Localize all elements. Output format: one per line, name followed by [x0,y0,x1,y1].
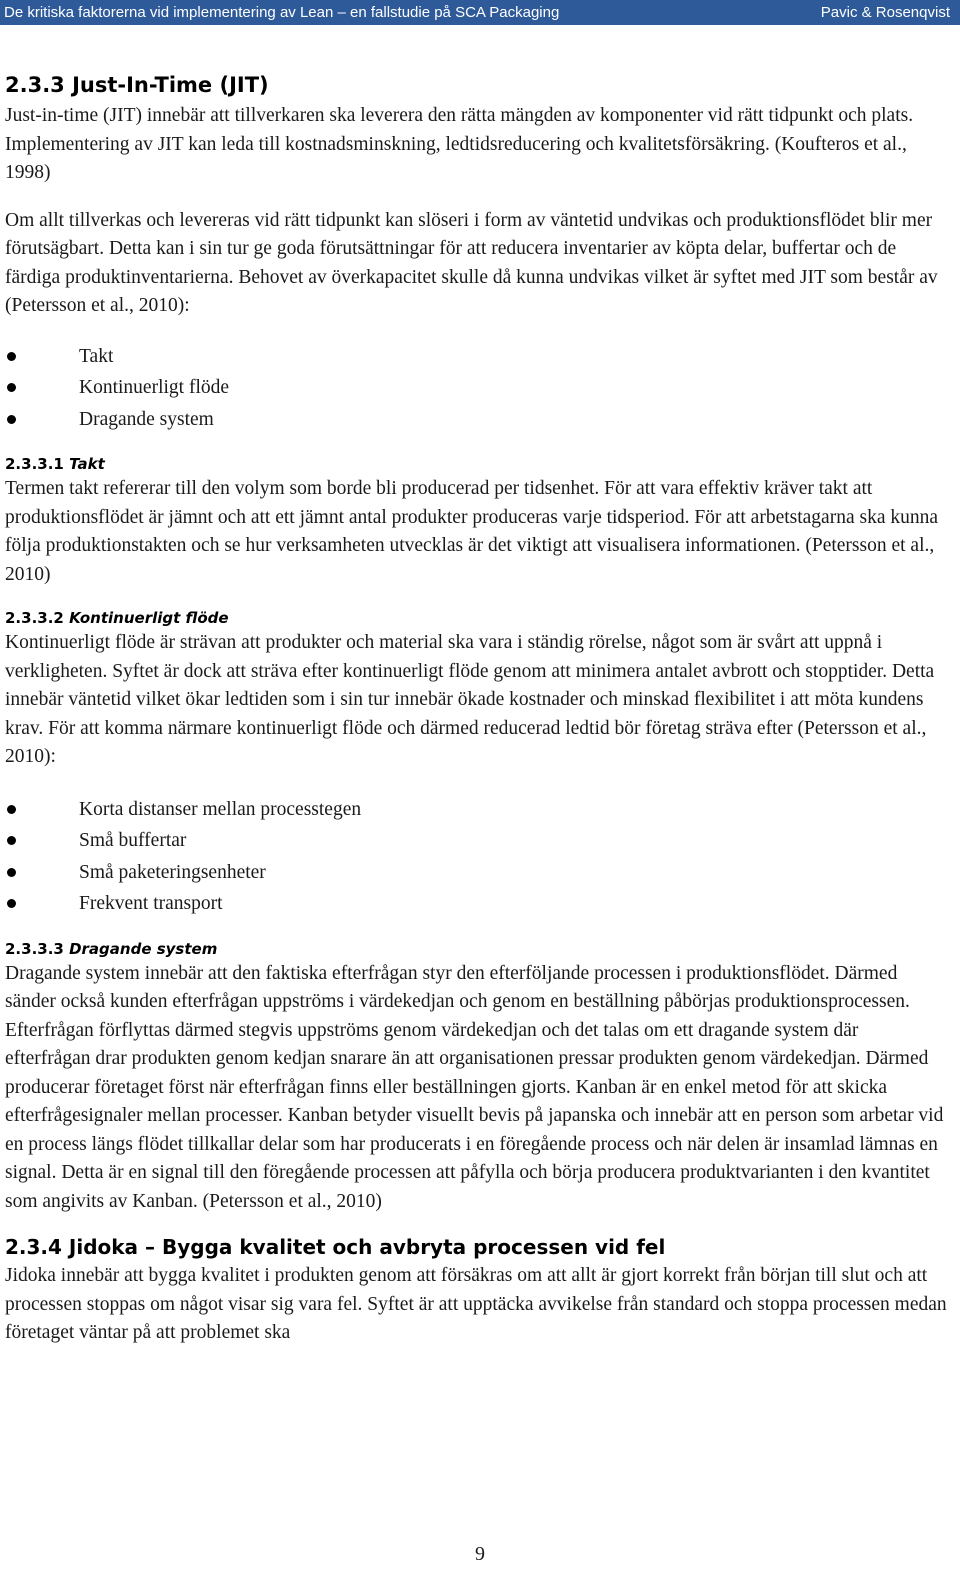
list-item-label: Frekvent transport [79,893,223,914]
paragraph-takt: Termen takt refererar till den volym som borde bli producerad per tidsenhet. För att vara effektiv kräver takt att produktionsflödet är jämnt och att ett jämnt antal produkter produceras varje tidsperiod. För att arbetstagarna ska kunna följa produktionstakten och se hur verksamheten utvecklas är det viktigt att visualisera informationen. (Petersson et al., 2010) [5,478,939,585]
list-item [5,372,947,404]
bullet-icon [7,868,16,877]
page-number: 9 [475,1543,485,1565]
subsection-number: 2.3.3.2 [5,609,64,627]
bullet-icon [7,836,16,845]
subsection-number: 2.3.3.3 [5,939,64,958]
subsection-number: 2.3.3.1 [5,455,64,473]
list-item [5,857,947,889]
bullet-icon [7,415,16,424]
main-content [5,70,947,1348]
paragraph-pull: Dragande system innebär att den faktiska efterfrågan styr den efterföljande processen i produktionsflödet. Därmed sänder också kunden efterfrågan uppströms i värdekedjan och genom en beställning påbörjas produktionsprocessen. Efterfrågan förflyttas därmed stegvis uppströms genom värdekedjan och det talas om ett dragande system där efterfrågan drar produkten genom kedjan snarare än att organisationen pressar produkten genom värdekedjan. Därmed producerar företaget först när efterfrågan finns eller beställningen gjorts. Kanban är en enkel metod för att skicka efterfrågesignaler mellan processer. Kanban betyder visuellt bevis på japanska och innebär att en person som arbetar vid en process längs flödet tillkallar delar som har producerats i en föregående process och när delen är insamlad lämnas en signal. Detta är en signal till den föregående processen att påfylla och börja producera produktvarianten i den kvantitet som angivits av Kanban. (Petersson et al., 2010) [5,962,944,1212]
paragraph-jit-definition: Just-in-time (JIT) innebär att tillverkaren ska leverera den rätta mängden av komponenter vid rätt tidpunkt och plats. Implementering av JIT kan leda till kostnadsminskning, ledtidsreducering och kvalitetsförsäkring. (Koufteros et al., 1998) [5,105,914,183]
list-item-label: Kontinuerligt flöde [79,377,230,398]
subsection-heading-flow [5,607,947,629]
subsection-heading-pull [5,938,947,960]
list-item-label: Små paketeringsenheter [79,861,266,883]
section-heading-jit: 2.3.3 Just-In-Time (JIT) [5,73,269,97]
paragraph-jit-benefits: Om allt tillverkas och levereras vid rätt tidpunkt kan slöseri i form av väntetid undvikas och produktionsflödet blir mer förutsägbart. Detta kan i sin tur ge goda förutsättningar för att reducera inventarier av köpta delar, buffertar och de färdiga produktinventarierna. Behovet av överkapacitet skulle då kunna undvikas vilket är syftet med JIT som består av (Petersson et al., 2010): [5,209,938,316]
subsection-heading-takt [5,453,947,475]
paragraph-jidoka: Jidoka innebär att bygga kvalitet i produkten genom att försäkras om att allt är gjort korrekt från början till slut och att processen stoppas om något visar sig vara fel. Syftet är att upptäcka avvikelse från standard och stoppa processen medan företaget väntar på att problemet ska [5,1265,947,1343]
bullet-icon [7,805,16,814]
list-item [5,888,947,920]
list-item-label: Dragande system [79,408,214,430]
section-heading-jidoka: 2.3.4 Jidoka – Bygga kvalitet och avbryta processen vid fel [5,1235,666,1259]
bullet-icon [7,899,16,908]
subsection-title: Kontinuerligt flöde [69,609,229,627]
header-authors: Pavic & Rosenqvist [820,4,950,21]
paragraph-flow: Kontinuerligt flöde är strävan att produkter och material ska vara i ständig rörelse, något som är svårt att uppnå i verkligheten. Syftet är dock att sträva efter kontinuerligt flöde genom att minimera antalet avbrott och stopptider. Detta innebär väntetid vilket ökar ledtiden som i sin tur innebär ökade kostnader och minskad flexibilitet i att möta kundens krav. För att komma närmare kontinuerligt flöde och därmed reducerad ledtid bör företag sträva efter (Petersson et al., 2010): [5,632,935,767]
bullet-icon [7,383,16,392]
header-title: De kritiska faktorerna vid implementering av Lean – en fallstudie på SCA Packaging [4,4,560,21]
list-item-label: Takt [79,345,114,367]
jit-component-list [5,341,947,436]
list-item [5,341,947,373]
list-item [5,794,947,826]
flow-requirement-list [5,794,947,920]
list-item-label: Korta distanser mellan processtegen [79,798,362,820]
list-item-label: Små buffertar [79,830,187,851]
list-item [5,825,947,857]
running-header [0,0,960,25]
list-item [5,404,947,436]
subsection-title: Takt [69,455,105,473]
subsection-title: Dragande system [69,939,218,958]
bullet-icon [7,352,16,361]
